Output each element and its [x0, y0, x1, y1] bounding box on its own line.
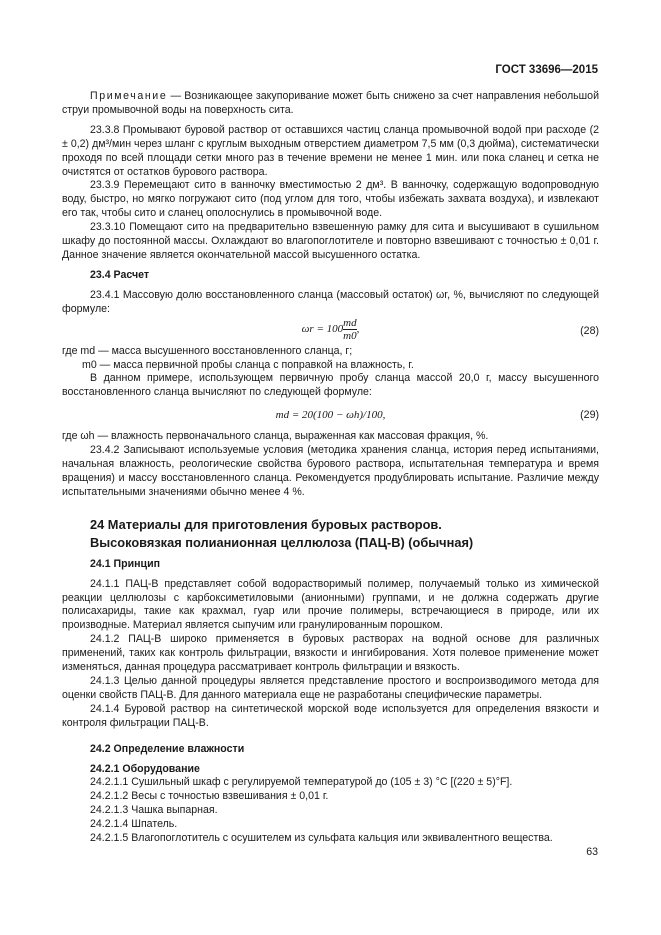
- formula-28-denominator: m0: [343, 329, 357, 342]
- formula-28: [62, 317, 599, 345]
- definition-m0: m0 — масса первичной пробы сланца с поправкой на влажность, г.: [82, 358, 414, 371]
- heading-24-2-1: 24.2.1 Оборудование: [90, 762, 200, 775]
- equipment-item: 24.2.1.1 Сушильный шкаф с регулируемой температурой до (105 ± 3) °С [(220 ± 5)°F].: [90, 776, 513, 789]
- heading-24-2: 24.2 Определение влажности: [90, 742, 245, 755]
- page-number: 63: [586, 846, 598, 858]
- heading-24-1: 24.1 Принцип: [90, 557, 160, 570]
- paragraph-23-3-9: 23.3.9 Перемещают сито в ванночку вместимостью 2 дм³. В ванночку, содержащую водопроводную воду, быстро, но мягко погружают сито (под углом для того, чтобы избежать захвата воздуха), и извлекают его так, чтобы сито и сланец ополоснулись в промывочной воде.: [62, 179, 599, 220]
- formula-28-tail: ,: [356, 322, 360, 335]
- paragraph-23-4-1: 23.4.1 Массовую долю восстановленного сланца (массовый остаток) ωr, %, вычисляют по следующей формуле:: [62, 288, 599, 315]
- note-label: Примечание: [90, 90, 168, 102]
- formula-28-expression: [62, 317, 599, 342]
- body-text: [62, 90, 599, 846]
- section-24-title-line2: Высоковязкая полианионная целлюлоза (ПАЦ-В) (обычная): [90, 534, 474, 550]
- note-text: — Возникающее закупоривание может быть снижено за счет направления небольшой струи промывочной воды на поверхность сита.: [62, 90, 599, 116]
- formula-28-numerator: md: [343, 316, 357, 329]
- formula-28-fraction: [343, 317, 356, 342]
- paragraph-23-4-2: 23.4.2 Записывают используемые условия (методика хранения сланца, история перед испытаниями, начальная влажность, реологические свойства бурового раствора, испытательная температура и время вращения) и массу восстановленного сланца. Рекомендуется продублировать испытание. Различие между испытательными значениями обычно менее 4 %.: [62, 444, 599, 498]
- formula-28-lhs: ωr = 100: [301, 322, 344, 335]
- paragraph-24-1-4: 24.1.4 Буровой раствор на синтетической морской воде используется для определения вязкости и контроля фильтрации ПАЦ-В.: [62, 702, 599, 729]
- paragraph-24-1-1: 24.1.1 ПАЦ-В представляет собой водорастворимый полимер, получаемый только из химической реакции целлюлозы с карбоксиметиловыми (анионными) группами, и не должна содержать другие полисахариды, такие как крахмал, гуар или прочие полимеры, встречающиеся в природе, или их производные. Материал является сыпучим или гранулированным порошком.: [62, 577, 599, 632]
- equipment-item: 24.2.1.2 Весы с точностью взвешивания ± 0,01 г.: [90, 790, 329, 803]
- paragraph-23-3-8: 23.3.8 Промывают буровой раствор от оставшихся частиц сланца промывочной водой при расходе (2 ± 0,2) дм³/мин через шланг с круглым выходным отверстием диаметром 7,5 мм (0,3 дюйма), систематически проходя по всей площади сетки много раз в течение времени не менее 1 мин. или пока сланец и сетка не очистятся от остатков бурового раствора.: [62, 123, 599, 178]
- definition-md: где md — масса высушенного восстановленного сланца, г;: [62, 344, 353, 357]
- equipment-item: 24.2.1.5 Влагопоглотитель с осушителем из сульфата кальция или эквивалентного вещества.: [90, 832, 553, 845]
- definition-wh: где ωh — влажность первоначального сланца, выраженная как массовая фракция, %.: [62, 430, 489, 443]
- heading-23-4: 23.4 Расчет: [90, 268, 150, 281]
- paragraph-24-1-2: 24.1.2 ПАЦ-В широко применяется в буровых растворах на водной основе для различных применений, таких как контроль фильтрации, вязкости и ингибирования. Хотя полевое применение может изменяться, данная процедура рассматривает контроль фильтрации и вязкость.: [62, 633, 599, 674]
- formula-29-number: (29): [580, 409, 599, 422]
- paragraph-24-1-3: 24.1.3 Целью данной процедуры является представление простого и воспроизводимого метода для оценки свойств ПАЦ-В. Для данного материала еще не разработаны специфические параметры.: [62, 675, 599, 701]
- section-24-title-line1: 24 Материалы для приготовления буровых растворов.: [90, 516, 442, 532]
- standard-header: ГОСТ 33696—2015: [495, 64, 598, 76]
- formula-29-expression: md = 20(100 − ωh)/100,: [275, 409, 386, 422]
- note-paragraph: [62, 90, 599, 118]
- formula-29: [62, 400, 599, 430]
- formula-28-number: (28): [580, 324, 599, 337]
- equipment-item: 24.2.1.4 Шпатель.: [90, 818, 178, 831]
- paragraph-example: В данном примере, использующем первичную пробу сланца массой 20,0 г, массу высушенного восстановленного сланца вычисляют по следующей формуле:: [62, 372, 599, 399]
- equipment-item: 24.2.1.3 Чашка выпарная.: [90, 804, 218, 817]
- paragraph-23-3-10: 23.3.10 Помещают сито на предварительно взвешенную рамку для сита и высушивают в сушильном шкафу до постоянной массы. Охлаждают во влагопоглотителе и повторно взвешивают с точностью ± 0,01 г. Данное значение является окончательной массой высушенного остатка.: [62, 221, 599, 261]
